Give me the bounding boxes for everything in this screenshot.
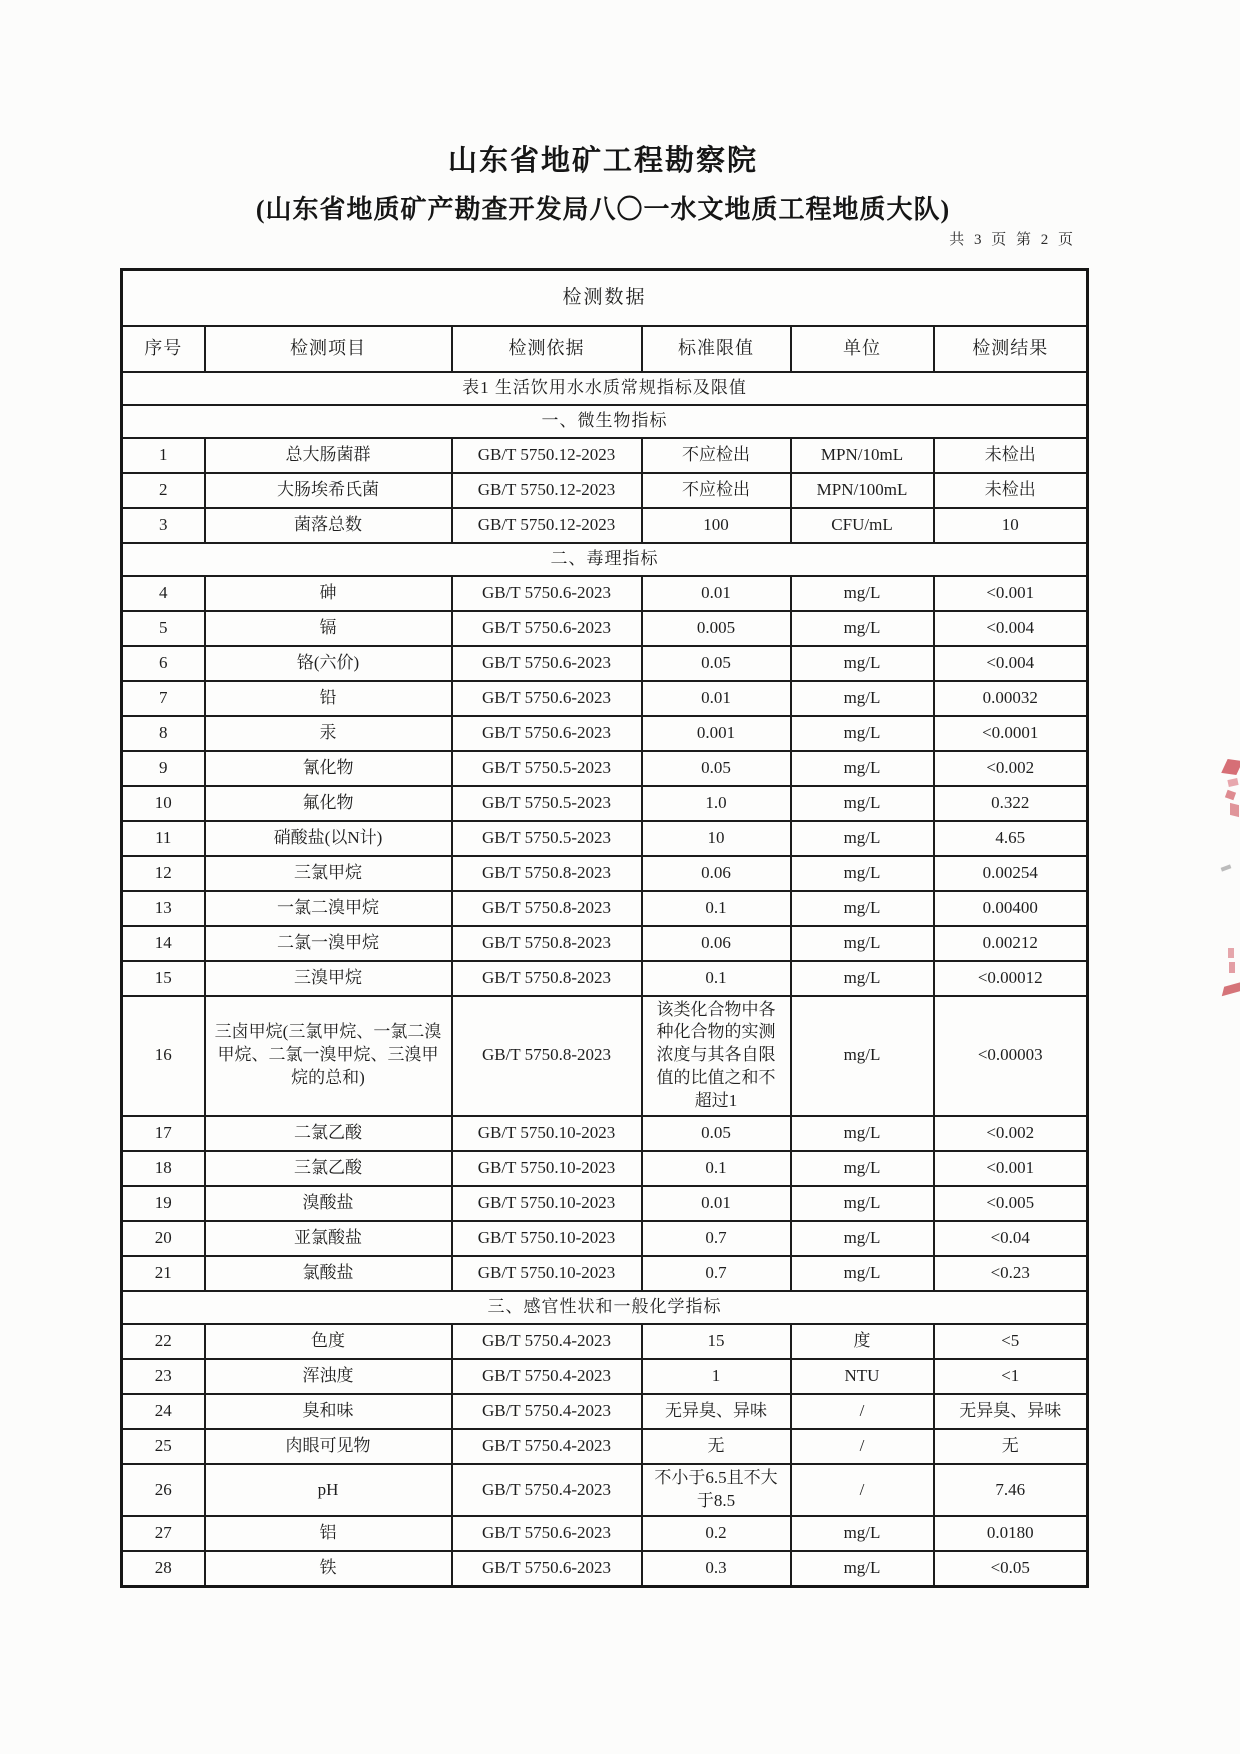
header-index: 序号 (122, 326, 205, 372)
table-row (122, 786, 1088, 821)
cell-method: GB/T 5750.5-2023 (452, 821, 642, 856)
cell-unit: mg/L (791, 891, 934, 926)
cell-item: 臭和味 (205, 1394, 452, 1429)
cell-method: GB/T 5750.6-2023 (452, 611, 642, 646)
section-row (122, 1291, 1088, 1324)
cell-index: 20 (122, 1221, 205, 1256)
cell-limit: 0.05 (642, 1116, 791, 1151)
cell-method: GB/T 5750.8-2023 (452, 961, 642, 996)
cell-limit: 该类化合物中各种化合物的实测浓度与其各自限值的比值之和不超过1 (642, 996, 791, 1117)
table-row (122, 1151, 1088, 1186)
table-title: 检测数据 (122, 270, 1088, 326)
table-row (122, 576, 1088, 611)
cell-index: 12 (122, 856, 205, 891)
cell-method: GB/T 5750.6-2023 (452, 716, 642, 751)
cell-item: 镉 (205, 611, 452, 646)
cell-index: 16 (122, 996, 205, 1117)
org-subtitle: (山东省地质矿产勘查开发局八〇一水文地质工程地质大队) (255, 195, 951, 224)
cell-unit: mg/L (791, 856, 934, 891)
cell-item: 铬(六价) (205, 646, 452, 681)
cell-item: 二氯一溴甲烷 (205, 926, 452, 961)
cell-result: 7.46 (934, 1464, 1088, 1516)
cell-result: 无异臭、异味 (934, 1394, 1088, 1429)
cell-method: GB/T 5750.12-2023 (452, 438, 642, 473)
header-unit: 单位 (791, 326, 934, 372)
cell-index: 28 (122, 1551, 205, 1586)
cell-limit: 不小于6.5且不大于8.5 (642, 1464, 791, 1516)
table-row (122, 926, 1088, 961)
cell-method: GB/T 5750.10-2023 (452, 1186, 642, 1221)
table-row (122, 1221, 1088, 1256)
cell-unit: / (791, 1394, 934, 1429)
cell-unit: mg/L (791, 646, 934, 681)
stamp-fragment-icon (1227, 778, 1238, 787)
cell-item: 氯酸盐 (205, 1256, 452, 1291)
cell-index: 2 (122, 473, 205, 508)
cell-limit: 0.3 (642, 1551, 791, 1586)
cell-limit: 0.01 (642, 1186, 791, 1221)
cell-item: 二氯乙酸 (205, 1116, 452, 1151)
cell-result: <0.004 (934, 646, 1088, 681)
cell-unit: mg/L (791, 1516, 934, 1551)
table-row (122, 1516, 1088, 1551)
cell-method: GB/T 5750.6-2023 (452, 646, 642, 681)
table-row (122, 438, 1088, 473)
cell-index: 11 (122, 821, 205, 856)
cell-method: GB/T 5750.8-2023 (452, 856, 642, 891)
cell-unit: mg/L (791, 786, 934, 821)
cell-limit: 1 (642, 1359, 791, 1394)
table-row (122, 473, 1088, 508)
table-row (122, 1359, 1088, 1394)
cell-limit: 0.06 (642, 926, 791, 961)
cell-index: 6 (122, 646, 205, 681)
table-row (122, 646, 1088, 681)
cell-item: 大肠埃希氏菌 (205, 473, 452, 508)
cell-unit: mg/L (791, 611, 934, 646)
cell-result: 4.65 (934, 821, 1088, 856)
cell-unit: mg/L (791, 1551, 934, 1586)
cell-limit: 不应检出 (642, 473, 791, 508)
stamp-fragment-icon (1222, 982, 1240, 996)
cell-result: 0.00400 (934, 891, 1088, 926)
scan-smudge (1221, 864, 1232, 871)
cell-item: 总大肠菌群 (205, 438, 452, 473)
cell-index: 18 (122, 1151, 205, 1186)
cell-item: 铅 (205, 681, 452, 716)
table-row (122, 996, 1088, 1117)
org-title: 山东省地矿工程勘察院 (447, 145, 758, 177)
table-row (122, 1464, 1088, 1516)
cell-limit: 0.1 (642, 891, 791, 926)
cell-index: 5 (122, 611, 205, 646)
cell-index: 17 (122, 1116, 205, 1151)
cell-result: <0.001 (934, 576, 1088, 611)
results-table-body (122, 372, 1088, 1587)
cell-index: 13 (122, 891, 205, 926)
cell-unit: 度 (791, 1324, 934, 1359)
cell-limit: 10 (642, 821, 791, 856)
cell-limit: 0.05 (642, 751, 791, 786)
cell-unit: mg/L (791, 681, 934, 716)
cell-method: GB/T 5750.12-2023 (452, 473, 642, 508)
table-row (122, 681, 1088, 716)
cell-index: 1 (122, 438, 205, 473)
cell-result: <0.00012 (934, 961, 1088, 996)
cell-limit: 0.01 (642, 576, 791, 611)
cell-result: <0.005 (934, 1186, 1088, 1221)
results-table-container (120, 268, 1086, 1588)
cell-result: 未检出 (934, 438, 1088, 473)
cell-unit: mg/L (791, 1256, 934, 1291)
cell-item: 氰化物 (205, 751, 452, 786)
table-row (122, 1551, 1088, 1586)
cell-item: 菌落总数 (205, 508, 452, 543)
cell-limit: 15 (642, 1324, 791, 1359)
cell-result: 0.00212 (934, 926, 1088, 961)
cell-index: 10 (122, 786, 205, 821)
cell-unit: mg/L (791, 716, 934, 751)
cell-index: 8 (122, 716, 205, 751)
cell-item: 肉眼可见物 (205, 1429, 452, 1464)
section-row (122, 405, 1088, 438)
stamp-fragment-icon (1229, 962, 1235, 973)
cell-item: 铝 (205, 1516, 452, 1551)
table-header-row (122, 326, 1088, 372)
cell-unit: mg/L (791, 751, 934, 786)
cell-unit: mg/L (791, 1186, 934, 1221)
table-row (122, 716, 1088, 751)
cell-limit: 1.0 (642, 786, 791, 821)
cell-unit: mg/L (791, 1221, 934, 1256)
cell-result: <0.23 (934, 1256, 1088, 1291)
cell-limit: 100 (642, 508, 791, 543)
cell-index: 9 (122, 751, 205, 786)
stamp-fragment-icon (1228, 948, 1234, 958)
cell-result: <1 (934, 1359, 1088, 1394)
cell-method: GB/T 5750.10-2023 (452, 1221, 642, 1256)
cell-result: <0.00003 (934, 996, 1088, 1117)
cell-item: 色度 (205, 1324, 452, 1359)
cell-index: 15 (122, 961, 205, 996)
cell-limit: 0.1 (642, 961, 791, 996)
cell-unit: mg/L (791, 576, 934, 611)
stamp-fragment-icon (1230, 803, 1239, 817)
cell-result: 无 (934, 1429, 1088, 1464)
header-limit: 标准限值 (642, 326, 791, 372)
cell-unit: / (791, 1429, 934, 1464)
header-item: 检测项目 (205, 326, 452, 372)
cell-method: GB/T 5750.6-2023 (452, 1516, 642, 1551)
cell-index: 4 (122, 576, 205, 611)
cell-result: 0.00032 (934, 681, 1088, 716)
cell-item: 三氯乙酸 (205, 1151, 452, 1186)
cell-item: 硝酸盐(以N计) (205, 821, 452, 856)
cell-method: GB/T 5750.5-2023 (452, 751, 642, 786)
cell-limit: 0.7 (642, 1256, 791, 1291)
cell-result: 0.322 (934, 786, 1088, 821)
cell-item: 一氯二溴甲烷 (205, 891, 452, 926)
cell-index: 3 (122, 508, 205, 543)
stamp-fragment-icon (1225, 790, 1236, 801)
cell-item: 三氯甲烷 (205, 856, 452, 891)
table-row (122, 1394, 1088, 1429)
table-row (122, 751, 1088, 786)
section-label: 二、毒理指标 (122, 543, 1088, 576)
stamp-fragment-icon (1221, 759, 1240, 775)
header-result: 检测结果 (934, 326, 1088, 372)
cell-limit: 0.2 (642, 1516, 791, 1551)
cell-unit: MPN/10mL (791, 438, 934, 473)
cell-item: 砷 (205, 576, 452, 611)
cell-method: GB/T 5750.10-2023 (452, 1151, 642, 1186)
cell-limit: 0.1 (642, 1151, 791, 1186)
cell-result: <0.002 (934, 1116, 1088, 1151)
cell-index: 21 (122, 1256, 205, 1291)
cell-method: GB/T 5750.5-2023 (452, 786, 642, 821)
table-row (122, 891, 1088, 926)
cell-index: 25 (122, 1429, 205, 1464)
section-label: 表1 生活饮用水水质常规指标及限值 (122, 372, 1088, 405)
cell-method: GB/T 5750.4-2023 (452, 1429, 642, 1464)
section-row (122, 543, 1088, 576)
table-row (122, 508, 1088, 543)
cell-limit: 0.06 (642, 856, 791, 891)
cell-item: 溴酸盐 (205, 1186, 452, 1221)
cell-result: <0.002 (934, 751, 1088, 786)
table-row (122, 821, 1088, 856)
cell-index: 26 (122, 1464, 205, 1516)
table-row (122, 961, 1088, 996)
table-row (122, 856, 1088, 891)
section-label: 一、微生物指标 (122, 405, 1088, 438)
cell-limit: 0.005 (642, 611, 791, 646)
document-header (120, 138, 1086, 226)
table-row (122, 1186, 1088, 1221)
section-label: 三、感官性状和一般化学指标 (122, 1291, 1088, 1324)
cell-index: 14 (122, 926, 205, 961)
cell-limit: 不应检出 (642, 438, 791, 473)
page-number: 共 3 页 第 2 页 (949, 232, 1076, 248)
cell-result: 未检出 (934, 473, 1088, 508)
cell-method: GB/T 5750.6-2023 (452, 1551, 642, 1586)
cell-limit: 0.01 (642, 681, 791, 716)
cell-item: 铁 (205, 1551, 452, 1586)
cell-method: GB/T 5750.6-2023 (452, 681, 642, 716)
table-row (122, 1116, 1088, 1151)
table-row (122, 1256, 1088, 1291)
cell-unit: / (791, 1464, 934, 1516)
cell-item: 亚氯酸盐 (205, 1221, 452, 1256)
cell-item: 三卤甲烷(三氯甲烷、一氯二溴甲烷、二氯一溴甲烷、三溴甲烷的总和) (205, 996, 452, 1117)
cell-unit: mg/L (791, 821, 934, 856)
cell-result: 10 (934, 508, 1088, 543)
cell-index: 23 (122, 1359, 205, 1394)
table-title-row (122, 270, 1088, 326)
cell-method: GB/T 5750.8-2023 (452, 926, 642, 961)
cell-index: 7 (122, 681, 205, 716)
cell-method: GB/T 5750.6-2023 (452, 576, 642, 611)
cell-method: GB/T 5750.4-2023 (452, 1394, 642, 1429)
cell-unit: MPN/100mL (791, 473, 934, 508)
cell-limit: 0.7 (642, 1221, 791, 1256)
cell-index: 27 (122, 1516, 205, 1551)
cell-limit: 无异臭、异味 (642, 1394, 791, 1429)
cell-result: <0.05 (934, 1551, 1088, 1586)
cell-index: 24 (122, 1394, 205, 1429)
cell-limit: 0.05 (642, 646, 791, 681)
table-row (122, 1429, 1088, 1464)
cell-method: GB/T 5750.4-2023 (452, 1359, 642, 1394)
cell-item: 浑浊度 (205, 1359, 452, 1394)
cell-unit: mg/L (791, 996, 934, 1117)
cell-index: 22 (122, 1324, 205, 1359)
results-table (120, 268, 1089, 1588)
cell-method: GB/T 5750.10-2023 (452, 1116, 642, 1151)
cell-unit: mg/L (791, 926, 934, 961)
cell-method: GB/T 5750.8-2023 (452, 996, 642, 1117)
cell-unit: CFU/mL (791, 508, 934, 543)
cell-unit: NTU (791, 1359, 934, 1394)
table-row (122, 611, 1088, 646)
cell-result: <0.001 (934, 1151, 1088, 1186)
cell-item: 汞 (205, 716, 452, 751)
cell-unit: mg/L (791, 961, 934, 996)
cell-result: <0.04 (934, 1221, 1088, 1256)
cell-limit: 无 (642, 1429, 791, 1464)
cell-method: GB/T 5750.10-2023 (452, 1256, 642, 1291)
cell-method: GB/T 5750.12-2023 (452, 508, 642, 543)
cell-method: GB/T 5750.4-2023 (452, 1324, 642, 1359)
cell-result: 0.0180 (934, 1516, 1088, 1551)
cell-item: 氟化物 (205, 786, 452, 821)
cell-result: <0.004 (934, 611, 1088, 646)
header-method: 检测依据 (452, 326, 642, 372)
cell-method: GB/T 5750.4-2023 (452, 1464, 642, 1516)
cell-result: 0.00254 (934, 856, 1088, 891)
cell-method: GB/T 5750.8-2023 (452, 891, 642, 926)
cell-unit: mg/L (791, 1116, 934, 1151)
section-row (122, 372, 1088, 405)
cell-unit: mg/L (791, 1151, 934, 1186)
cell-result: <5 (934, 1324, 1088, 1359)
cell-index: 19 (122, 1186, 205, 1221)
cell-limit: 0.001 (642, 716, 791, 751)
cell-result: <0.0001 (934, 716, 1088, 751)
cell-item: pH (205, 1464, 452, 1516)
table-row (122, 1324, 1088, 1359)
cell-item: 三溴甲烷 (205, 961, 452, 996)
